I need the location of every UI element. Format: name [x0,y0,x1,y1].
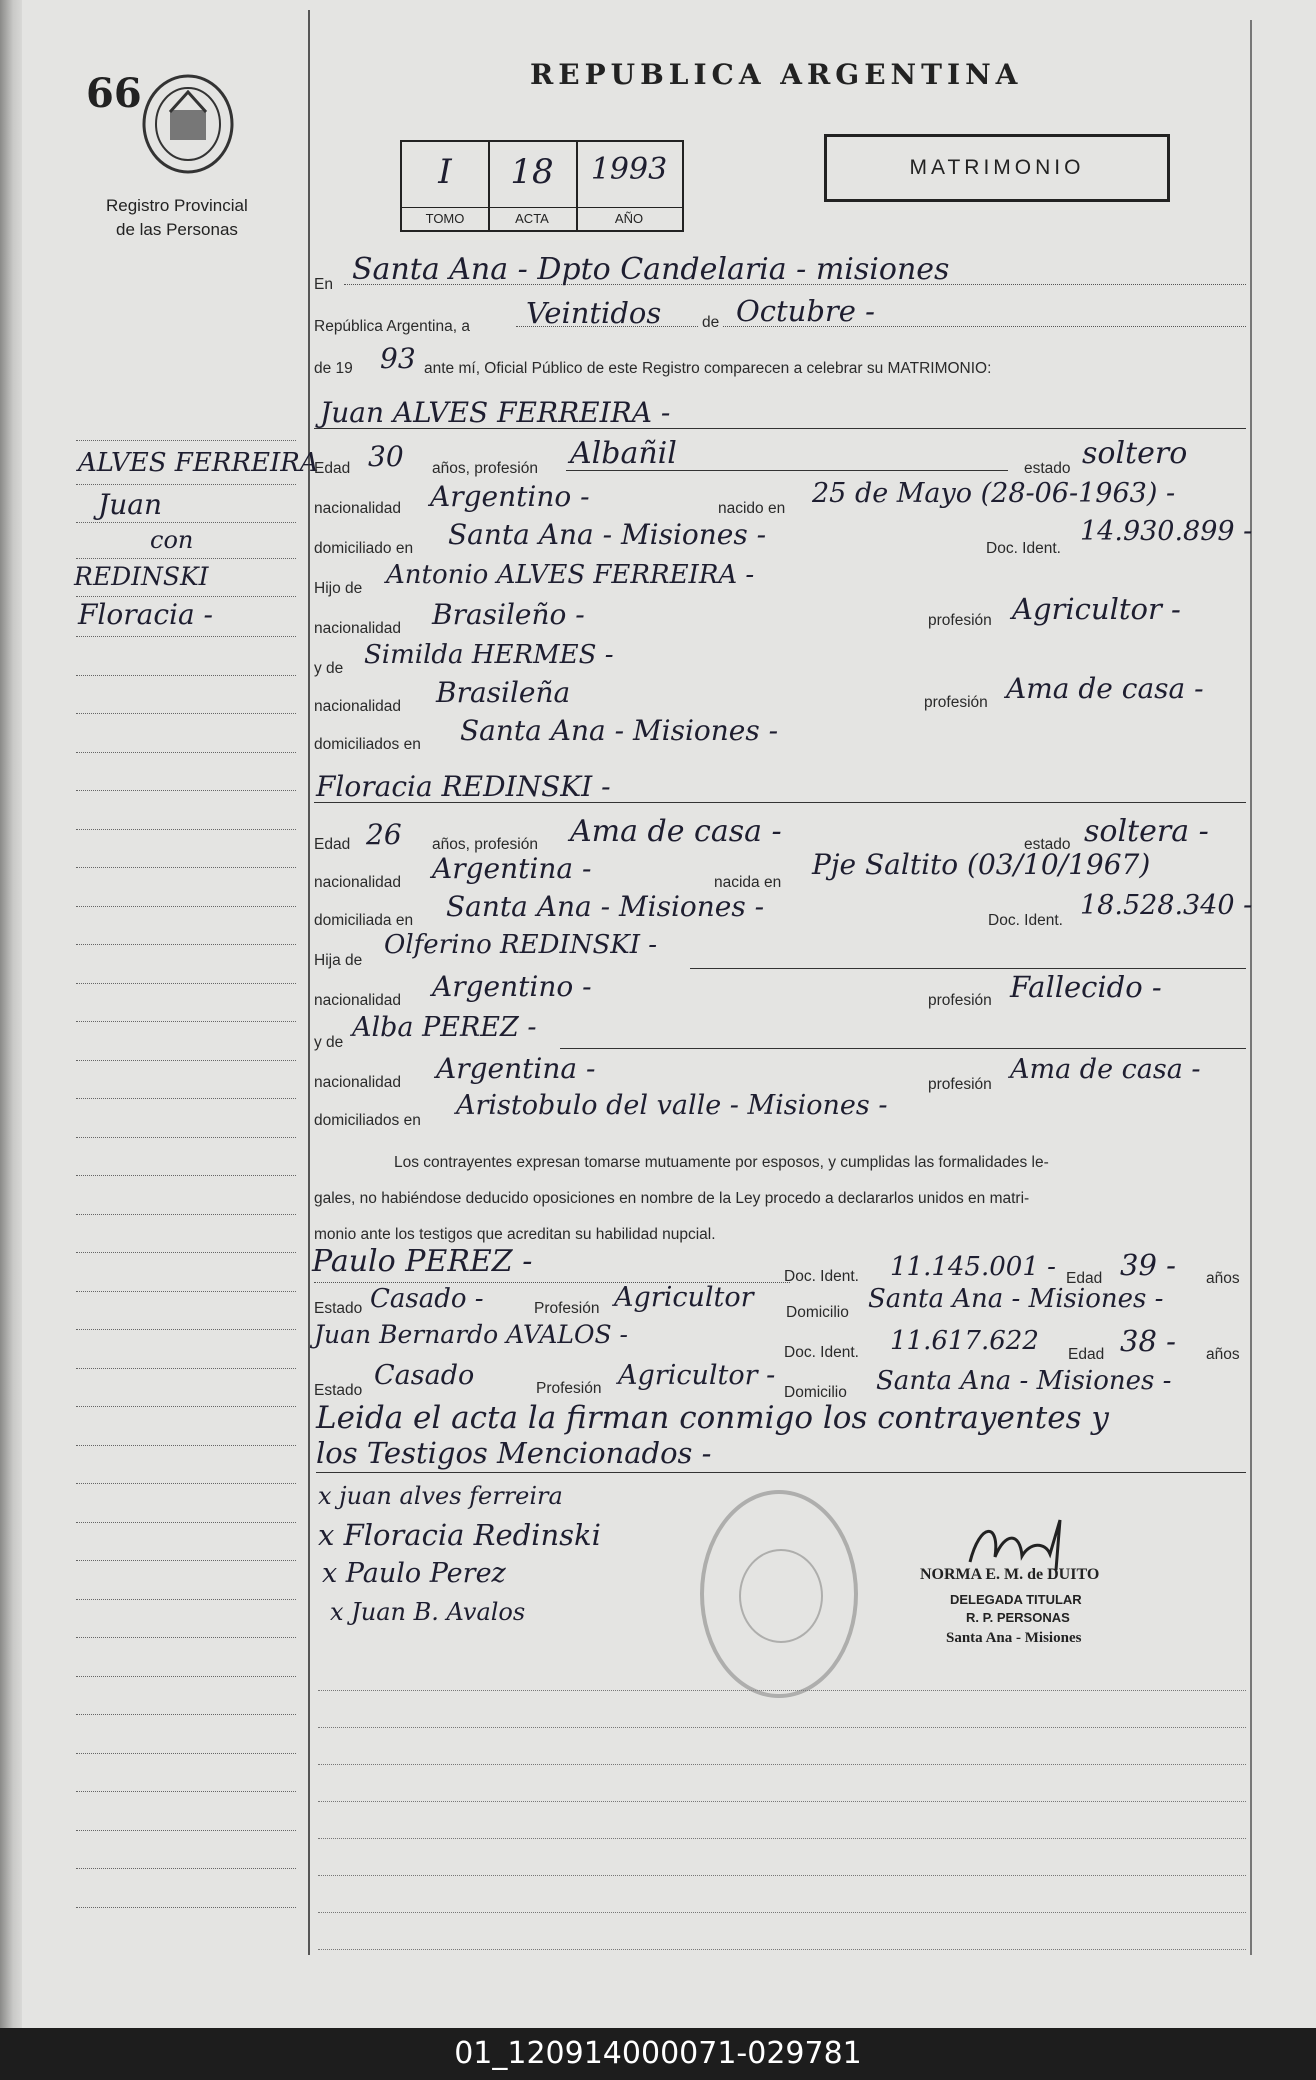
groom-father-nat-label: nacionalidad [314,620,402,637]
closing-line-1: Leida el acta la firman conmigo los contrayentes y [316,1400,1109,1436]
margin-ruled-line [76,1637,296,1638]
witness-1-estado: Casado - [370,1284,484,1314]
bride-mother-nat: Argentina - [436,1052,596,1085]
de-label: de [698,314,723,332]
bride-domicile: Santa Ana - Misiones - [446,890,765,923]
groom-edad-label: Edad [314,460,351,477]
groom-name: Juan ALVES FERREIRA - [320,396,671,429]
margin-note-surname: ALVES FERREIRA [78,448,319,478]
margin-ruled-line [76,944,296,945]
acta-label: ACTA [488,207,576,230]
act-reference-box [400,140,684,232]
page-number: 66 [86,70,142,117]
groom-father-prof-label: profesión [928,612,992,629]
bride-mother-label: y de [314,1034,344,1051]
bride-father-nat-label: nacionalidad [314,992,402,1009]
bride-profession: Ama de casa - [570,814,782,849]
margin-note-bride-surname: REDINSKI [74,562,209,591]
witness-1-doc: 11.145.001 - [890,1252,1056,1282]
witness-2-age: 38 - [1120,1324,1176,1358]
margin-ruled-line [76,1060,296,1061]
groom-age: 30 [368,440,404,473]
bride-mother-prof: Ama de casa - [1010,1054,1201,1085]
groom-mother-prof: Ama de casa - [1006,672,1204,705]
witness-1-edad-label: Edad [1066,1270,1103,1287]
witness-1-dom-label: Domicilio [786,1304,849,1321]
margin-ruled-line [76,1483,296,1484]
witness-2-dom: Santa Ana - Misiones - [876,1366,1172,1396]
margin-ruled-line [76,752,296,753]
provincial-seal-icon [140,72,236,176]
bride-doc-label: Doc. Ident. [988,912,1063,929]
margin-ruled-line [76,1830,296,1831]
margin-ruled-line [76,1907,296,1908]
bride-mother-prof-label: profesión [928,1076,992,1093]
groom-father-prof: Agricultor - [1012,592,1181,626]
signature-groom: x juan alves ferreira [318,1482,563,1510]
tomo-value: I [438,152,452,192]
record-type-box: MATRIMONIO [824,134,1170,202]
witness-1-dom: Santa Ana - Misiones - [868,1284,1164,1314]
witness-2-anos-label: años [1206,1346,1240,1363]
margin-divider [308,10,310,1955]
margin-ruled-line [76,675,296,676]
bride-parents-dom-label: domiciliados en [314,1112,421,1129]
bride-father-label: Hija de [314,952,363,969]
groom-mother-nat: Brasileña [436,676,571,709]
witness-1-prof-label: Profesión [534,1300,600,1317]
groom-nationality: Argentino - [430,480,590,513]
bride-age: 26 [366,818,402,851]
scan-identifier: 01_120914000071-029781 [454,2036,862,2071]
bride-nat-label: nacionalidad [314,874,402,891]
body-ruled-line [318,1690,1246,1691]
witness-2-dom-label: Domicilio [784,1384,847,1401]
groom-estado: soltero [1082,436,1188,471]
day-value: Veintidos [526,296,662,330]
groom-parents-dom: Santa Ana - Misiones - [460,714,779,747]
margin-ruled-line [76,790,296,791]
body-ruled-line [318,1727,1246,1728]
margin-ruled-line [76,1368,296,1369]
official-name: NORMA E. M. de DUITO [920,1566,1100,1583]
acta-value: 18 [510,152,554,192]
body-ruled-line [318,1912,1246,1913]
place-value: Santa Ana - Dpto Candelaria - misiones [352,252,950,287]
groom-anos-label: años, profesión [432,460,538,477]
margin-ruled-line [76,906,296,907]
bride-birth: Pje Saltito (03/10/1967) [812,848,1151,881]
margin-ruled-line [76,1676,296,1677]
margin-ruled-line [76,1021,296,1022]
bride-doc: 18.528.340 - [1080,890,1253,921]
bride-nacida-label: nacida en [714,874,782,891]
body-ruled-line [318,1875,1246,1876]
groom-nacido-label: nacido en [718,500,786,517]
margin-ruled-line [76,983,296,984]
margin-ruled-line [76,1175,296,1176]
bride-name: Floracia REDINSKI - [316,770,611,803]
bride-father-nat: Argentino - [432,970,592,1003]
body-ruled-line [318,1764,1246,1765]
official-title: DELEGADA TITULAR [950,1592,1082,1607]
book-spine [0,0,22,2028]
right-border [1250,20,1252,1955]
year-suffix: 93 [380,342,416,375]
registry-line-1: Registro Provincial [106,196,248,215]
margin-ruled-line [76,1291,296,1292]
year-label-pre: de 19 [314,360,353,377]
groom-doc: 14.930.899 - [1080,516,1253,547]
margin-ruled-line [76,1560,296,1561]
margin-note-con: con [150,526,194,554]
body-ruled-line [318,1949,1246,1950]
signature-witness-2: x Juan B. Avalos [330,1598,526,1626]
registry-line-2: de las Personas [116,220,238,239]
bride-mother: Alba PEREZ - [352,1012,537,1043]
acta-cell [488,142,578,230]
groom-father-label: Hijo de [314,580,363,597]
month-value: Octubre - [736,294,875,328]
margin-ruled-line [76,1599,296,1600]
margin-ruled-line [76,713,296,714]
registry-stamp [700,1490,858,1698]
witness-2-doc-label: Doc. Ident. [784,1344,859,1361]
margin-ruled-line [76,1522,296,1523]
bride-anos-label: años, profesión [432,836,538,853]
ano-value: 1993 [590,152,668,187]
signature-bride: x Floracia Redinski [318,1518,601,1552]
margin-ruled-line [76,867,296,868]
bride-father: Olferino REDINSKI - [384,930,658,960]
groom-dom-label: domiciliado en [314,540,414,557]
witness-1-prof: Agricultor [614,1282,754,1313]
margin-ruled-line [76,1098,296,1099]
bride-dom-label: domiciliada en [314,912,414,929]
witness-1-doc-label: Doc. Ident. [784,1268,859,1285]
witness-2-estado-label: Estado [314,1382,363,1399]
witness-2-name: Juan Bernardo AVALOS - [314,1320,628,1349]
witness-1-estado-label: Estado [314,1300,363,1317]
bride-father-prof: Fallecido - [1010,970,1162,1004]
body-ruled-line [318,1838,1246,1839]
tomo-label: TOMO [402,207,488,230]
bride-edad-label: Edad [314,836,351,853]
margin-ruled-line [76,1252,296,1253]
bride-father-prof-label: profesión [928,992,992,1009]
groom-domicile: Santa Ana - Misiones - [448,518,767,551]
groom-mother-prof-label: profesión [924,694,988,711]
declaration-line-3: monio ante los testigos que acreditan su habilidad nupcial. [314,1226,716,1243]
groom-mother-label: y de [314,660,344,677]
tomo-cell [402,142,490,230]
bride-estado: soltera - [1084,814,1209,849]
ano-label: AÑO [576,207,682,230]
body-ruled-line [318,1801,1246,1802]
groom-father: Antonio ALVES FERREIRA - [386,560,755,590]
margin-ruled-line [76,1714,296,1715]
witness-2-edad-label: Edad [1068,1346,1105,1363]
witness-1-age: 39 - [1120,1248,1176,1282]
witness-2-estado: Casado [374,1360,475,1391]
margin-ruled-line [76,1137,296,1138]
country-title: REPUBLICA ARGENTINA [530,58,1023,91]
groom-mother-nat-label: nacionalidad [314,698,402,715]
witness-1-anos-label: años [1206,1270,1240,1287]
margin-note-name: Juan [98,488,162,521]
groom-father-nat: Brasileño - [432,598,585,631]
closing-line-2: los Testigos Mencionados - [316,1436,712,1470]
margin-ruled-line [76,1753,296,1754]
margin-ruled-line [76,1445,296,1446]
groom-estado-label: estado [1024,460,1071,477]
declaration-line-1: Los contrayentes expresan tomarse mutuamente por esposos, y cumplidas las formalidades le- [394,1154,1049,1171]
bride-nationality: Argentina - [432,852,592,885]
groom-nat-label: nacionalidad [314,500,402,517]
groom-birth: 25 de Mayo (28-06-1963) - [812,478,1176,509]
margin-ruled-line [76,1329,296,1330]
en-label: En [314,276,333,293]
groom-profession: Albañil [570,436,677,471]
groom-parents-dom-label: domiciliados en [314,736,421,753]
witness-1-name: Paulo PEREZ - [312,1244,533,1279]
groom-doc-label: Doc. Ident. [986,540,1061,557]
margin-note-bride-name: Floracia - [78,598,214,631]
signature-witness-1: x Paulo Perez [322,1558,506,1589]
witness-2-prof-label: Profesión [536,1380,602,1397]
margin-ruled-line [76,1868,296,1869]
year-label-post: ante mí, Oficial Público de este Registro comparecen a celebrar su MATRIMONIO: [424,360,992,377]
groom-mother: Similda HERMES - [364,640,614,670]
ano-cell [576,142,682,230]
republica-label: República Argentina, a [314,318,470,335]
margin-ruled-line [76,636,296,637]
official-location: Santa Ana - Misiones [946,1630,1082,1646]
declaration-line-2: gales, no habiéndose deducido oposiciones en nombre de la Ley procedo a declararlos unidos en matri- [314,1190,1030,1207]
bride-parents-dom: Aristobulo del valle - Misiones - [456,1090,888,1121]
margin-ruled-line [76,829,296,830]
margin-ruled-line [76,1214,296,1215]
bride-estado-label: estado [1024,836,1071,853]
witness-2-doc: 11.617.622 [890,1326,1039,1356]
official-office: R. P. PERSONAS [966,1610,1070,1625]
margin-ruled-line [76,1791,296,1792]
witness-2-prof: Agricultor - [618,1360,776,1391]
margin-ruled-line [76,1406,296,1407]
bride-mother-nat-label: nacionalidad [314,1074,402,1091]
